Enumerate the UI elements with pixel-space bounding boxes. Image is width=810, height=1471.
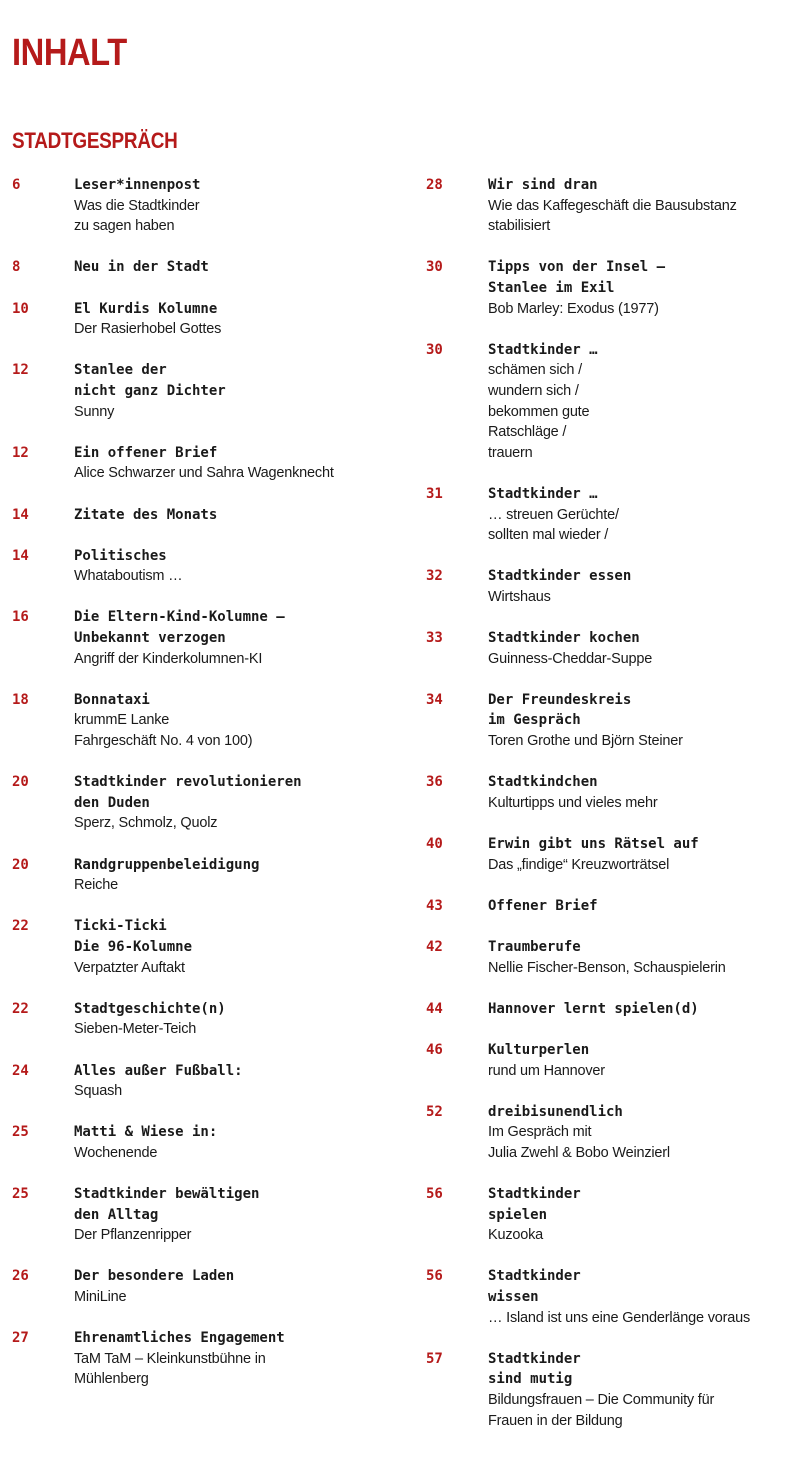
entry-subtitle: Nellie Fischer-Benson, Schauspielerin xyxy=(488,959,726,976)
toc-entry[interactable] xyxy=(12,690,412,752)
entry-subtitle: Wie das Kaffegeschäft die Bausubstanz stabilisiert xyxy=(488,197,737,235)
toc-entry[interactable] xyxy=(12,999,412,1040)
toc-entry[interactable] xyxy=(12,916,412,978)
entry-body xyxy=(488,566,806,607)
entry-subtitle: Verpatzter Auftakt xyxy=(74,959,185,976)
toc-entry[interactable] xyxy=(12,1122,412,1163)
entry-subtitle: Kuzooka xyxy=(488,1227,544,1244)
toc-entry[interactable] xyxy=(12,772,412,834)
toc-entry[interactable] xyxy=(12,607,412,669)
page-number: 52 xyxy=(426,1103,443,1120)
entry-title: Hannover lernt spielen(d) xyxy=(488,1000,699,1017)
toc-entry[interactable] xyxy=(12,546,412,587)
entry-body xyxy=(488,1349,806,1431)
page-number: 57 xyxy=(426,1350,443,1367)
page-number: 40 xyxy=(426,836,443,852)
entry-title: Zitate des Monats xyxy=(74,506,218,523)
entry-body xyxy=(74,546,412,587)
page-number: 14 xyxy=(12,506,29,523)
entry-subtitle: Wochenende xyxy=(74,1144,158,1161)
toc-entry[interactable] xyxy=(426,937,806,978)
entry-title: Stanlee der nicht ganz Dichter xyxy=(74,362,226,399)
entry-subtitle: rund um Hannover xyxy=(488,1062,605,1079)
toc-entry[interactable] xyxy=(426,628,806,669)
entry-title: Stadtkinder sind mutig xyxy=(488,1350,581,1388)
entry-title: Tipps von der Insel – Stanlee im Exil xyxy=(488,259,666,296)
entry-body xyxy=(74,999,412,1040)
entry-subtitle: Das „findige“ Kreuzworträtsel xyxy=(488,856,670,873)
page-number: 12 xyxy=(12,362,29,379)
toc-entry[interactable] xyxy=(426,484,806,546)
entry-subtitle: TaM TaM – Kleinkunstbühne in Mühlenberg xyxy=(74,1350,266,1388)
page-number: 56 xyxy=(426,1186,443,1203)
entry-subtitle: Kulturtipps und vieles mehr xyxy=(488,794,658,811)
entry-subtitle: krummE Lanke Fahrgeschäft No. 4 von 100) xyxy=(74,712,253,750)
entry-body xyxy=(488,896,806,917)
toc-entry[interactable] xyxy=(426,690,806,752)
toc-entry[interactable] xyxy=(12,855,412,896)
entry-body xyxy=(74,855,412,896)
toc-entry[interactable] xyxy=(426,340,806,464)
entry-title: Stadtkinder … xyxy=(488,341,598,358)
entry-subtitle: Reiche xyxy=(74,877,118,894)
page-number: 25 xyxy=(12,1186,29,1203)
page-number: 10 xyxy=(12,300,29,317)
toc-entry[interactable] xyxy=(426,1102,806,1164)
entry-title: Randgruppenbeleidigung xyxy=(74,856,260,873)
entry-body xyxy=(488,834,806,875)
entry-body xyxy=(74,360,412,422)
page-number: 34 xyxy=(426,691,443,708)
page-number: 46 xyxy=(426,1041,443,1058)
toc-entry[interactable] xyxy=(426,834,806,875)
entry-title: Stadtkinder bewältigen den Alltag xyxy=(74,1186,260,1223)
entry-title: Leser*innenpost xyxy=(74,177,201,193)
page-number: 6 xyxy=(12,177,21,193)
entry-title: Kulturperlen xyxy=(488,1041,590,1058)
toc-entry[interactable] xyxy=(12,257,412,278)
page-number: 56 xyxy=(426,1268,443,1285)
page-title: INHALT xyxy=(12,32,127,74)
entry-subtitle: schämen sich / wundern sich / bekommen gute Ratschläge / trauern xyxy=(488,362,590,461)
entry-body xyxy=(488,484,806,546)
entry-body xyxy=(74,175,412,237)
entry-body xyxy=(74,299,412,340)
entry-body xyxy=(74,916,412,978)
page-number: 16 xyxy=(12,609,29,626)
entry-body xyxy=(488,1040,806,1081)
entry-title: Stadtkindchen xyxy=(488,774,598,791)
entry-title: Traumberufe xyxy=(488,938,581,955)
page-number: 33 xyxy=(426,630,443,647)
toc-entry[interactable] xyxy=(426,1266,806,1328)
page-number: 31 xyxy=(426,485,443,502)
entry-body xyxy=(74,1328,412,1390)
page-number: 30 xyxy=(426,341,443,358)
entry-subtitle: Angriff der Kinderkolumnen-KI xyxy=(74,650,263,667)
page-number: 42 xyxy=(426,938,443,955)
entry-body xyxy=(74,1266,412,1307)
toc-entry[interactable] xyxy=(426,566,806,607)
entry-title: dreibisunendlich xyxy=(488,1103,623,1120)
toc-entry[interactable] xyxy=(12,505,412,526)
toc-entry[interactable] xyxy=(12,175,412,237)
entry-subtitle: … Island ist uns eine Genderlänge voraus xyxy=(488,1309,751,1326)
entry-body xyxy=(488,340,806,464)
entry-body xyxy=(74,1122,412,1163)
toc-entry[interactable] xyxy=(426,1184,806,1246)
page-number: 28 xyxy=(426,177,443,193)
entry-body xyxy=(488,1102,806,1164)
toc-entry[interactable] xyxy=(12,1184,412,1246)
page-number: 14 xyxy=(12,547,29,564)
page-number: 20 xyxy=(12,774,29,791)
entry-body xyxy=(74,1061,412,1102)
entry-body xyxy=(74,607,412,669)
page-number: 36 xyxy=(426,774,443,791)
entry-title: Politisches xyxy=(74,547,167,564)
entry-subtitle: Whataboutism … xyxy=(74,568,183,585)
entry-title: Stadtkinder spielen xyxy=(488,1186,581,1223)
page-number: 22 xyxy=(12,918,29,935)
entry-subtitle: Guinness-Cheddar-Suppe xyxy=(488,650,653,667)
entry-body xyxy=(74,772,412,834)
page-number: 27 xyxy=(12,1330,29,1347)
toc-entry[interactable] xyxy=(12,1061,412,1102)
entry-subtitle: Wirtshaus xyxy=(488,588,551,605)
entry-title: Stadtgeschichte(n) xyxy=(74,1000,226,1017)
entry-body xyxy=(488,175,806,237)
toc-entry[interactable] xyxy=(426,1040,806,1081)
page-number: 22 xyxy=(12,1000,29,1017)
entry-body xyxy=(74,505,412,526)
toc-entry[interactable] xyxy=(426,257,806,319)
entry-subtitle: Sunny xyxy=(74,403,115,420)
page-number: 18 xyxy=(12,691,29,708)
toc-entry[interactable] xyxy=(426,896,806,917)
entry-body xyxy=(488,628,806,669)
page-number: 8 xyxy=(12,259,21,276)
toc-entry[interactable] xyxy=(426,999,806,1020)
entry-title: Die Eltern-Kind-Kolumne – Unbekannt verzogen xyxy=(74,609,285,647)
page-number: 24 xyxy=(12,1062,29,1079)
entry-subtitle: Der Rasierhobel Gottes xyxy=(74,321,222,338)
entry-title: Stadtkinder kochen xyxy=(488,630,640,647)
entry-subtitle: Bildungsfrauen – Die Community für Frauen in der Bildung xyxy=(488,1392,715,1429)
entry-subtitle: Toren Grothe und Björn Steiner xyxy=(488,733,683,750)
toc-entry[interactable] xyxy=(12,299,412,340)
page-number: 30 xyxy=(426,259,443,276)
entry-title: Erwin gibt uns Rätsel auf xyxy=(488,836,699,852)
entry-body xyxy=(74,690,412,752)
entry-title: Ehrenamtliches Engagement xyxy=(74,1330,285,1347)
entry-subtitle: Was die Stadtkinder zu sagen haben xyxy=(74,197,200,235)
entry-title: Neu in der Stadt xyxy=(74,259,209,276)
page-number: 25 xyxy=(12,1124,29,1141)
toc-entry[interactable] xyxy=(426,772,806,813)
toc-entry[interactable] xyxy=(12,1266,412,1307)
entry-title: Stadtkinder … xyxy=(488,485,598,502)
entry-subtitle: … streuen Gerüchte/ sollten mal wieder / xyxy=(488,506,619,544)
entry-title: Stadtkinder wissen xyxy=(488,1268,581,1306)
section-title: STADTGESPRÄCH xyxy=(12,128,178,153)
entry-subtitle: Im Gespräch mit Julia Zwehl & Bobo Weinzierl xyxy=(488,1124,670,1161)
page-number: 26 xyxy=(12,1268,29,1285)
entry-title: Stadtkinder essen xyxy=(488,568,632,585)
entry-subtitle: Der Pflanzenripper xyxy=(74,1227,192,1244)
page-number: 20 xyxy=(12,856,29,873)
entry-subtitle: Bob Marley: Exodus (1977) xyxy=(488,300,659,317)
page-number: 32 xyxy=(426,568,443,585)
page-number: 12 xyxy=(12,444,29,461)
toc-right-column xyxy=(426,175,806,1452)
entry-body xyxy=(74,1184,412,1246)
entry-body xyxy=(488,999,806,1020)
entry-title: Der Freundeskreis im Gespräch xyxy=(488,691,632,729)
entry-title: Der besondere Laden xyxy=(74,1268,235,1285)
entry-body xyxy=(74,443,412,484)
page-number: 43 xyxy=(426,897,443,914)
entry-title: Ticki-Ticki Die 96-Kolumne xyxy=(74,918,193,955)
entry-title: Offener Brief xyxy=(488,897,598,914)
page-number: 44 xyxy=(426,1000,443,1017)
entry-subtitle: Alice Schwarzer und Sahra Wagenknecht xyxy=(74,465,334,482)
entry-body xyxy=(488,772,806,813)
entry-body xyxy=(488,257,806,319)
entry-title: Ein offener Brief xyxy=(74,444,218,461)
entry-body xyxy=(488,1266,806,1328)
toc-left-column xyxy=(12,175,412,1411)
toc-entry[interactable] xyxy=(426,1349,806,1431)
entry-title: El Kurdis Kolumne xyxy=(74,300,218,317)
entry-subtitle: MiniLine xyxy=(74,1289,127,1306)
entry-body xyxy=(488,1184,806,1246)
toc-entry[interactable] xyxy=(12,1328,412,1390)
entry-title: Wir sind dran xyxy=(488,177,598,193)
entry-title: Bonnataxi xyxy=(74,691,150,708)
entry-subtitle: Squash xyxy=(74,1083,122,1100)
entry-title: Stadtkinder revolutionieren den Duden xyxy=(74,774,302,811)
entry-title: Alles außer Fußball: xyxy=(74,1062,243,1079)
toc-entry[interactable] xyxy=(426,175,806,237)
toc-entry[interactable] xyxy=(12,443,412,484)
entry-body xyxy=(488,937,806,978)
entry-body xyxy=(74,257,412,278)
entry-subtitle: Sperz, Schmolz, Quolz xyxy=(74,815,218,832)
toc-entry[interactable] xyxy=(12,360,412,422)
entry-body xyxy=(488,690,806,752)
entry-subtitle: Sieben-Meter-Teich xyxy=(74,1021,197,1038)
entry-title: Matti & Wiese in: xyxy=(74,1124,218,1141)
